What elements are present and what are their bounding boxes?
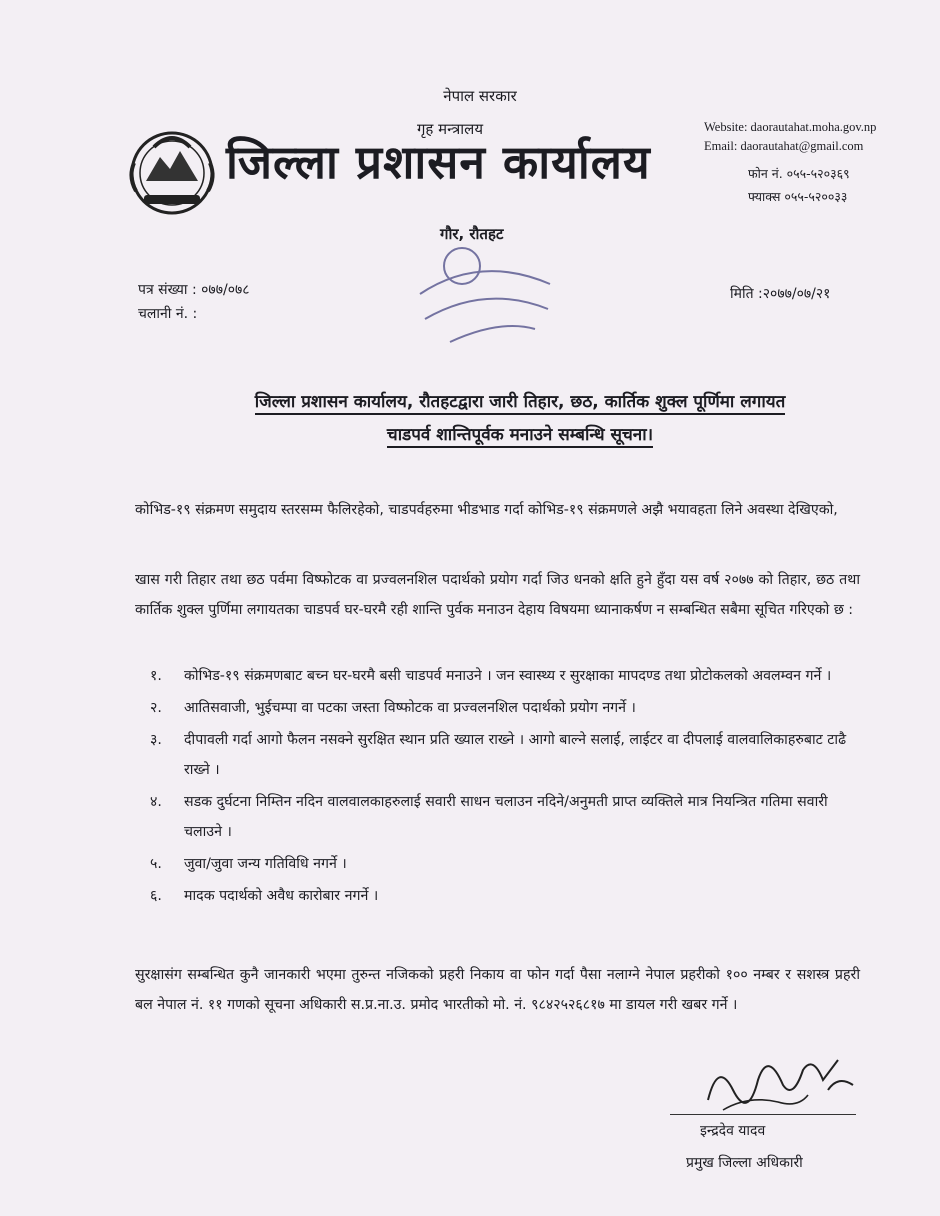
dispatch-number: चलानी नं. :: [138, 306, 198, 322]
nepal-emblem-icon: [124, 123, 220, 219]
list-item: १. कोभिड-१९ संक्रमणबाट बच्न घर-घरमै बसी चाडपर्व मनाउने । जन स्वास्थ्य र सुरक्षाका मापदण्ड तथा प्रोटोकलको अवलम्वन गर्ने ।: [150, 668, 832, 684]
notice-subject: [100, 386, 940, 452]
closing-paragraph: सुरक्षासंग सम्बन्धित कुनै जानकारी भएमा तुरुन्त नजिकको प्रहरी निकाय वा फोन गर्दा पैसा नलाग्ने नेपाल प्रहरीको १०० नम्बर र सशस्त्र प्रहरी बल नेपाल नं. ११ गणको सूचना अधिकारी स.प्र.ना.उ. प्रमोद भारतीको मो. नं. ९८४२५२६८१७ मा डायल गरी खबर गर्ने ।: [135, 967, 860, 1013]
office-location: गौर, रौतहट: [440, 225, 504, 243]
list-item: ३. दीपावली गर्दा आगो फैलन नसक्ने सुरक्षित स्थान प्रति ख्याल राख्ने । आगो बाल्ने सलाई, लाईटर वा दीपलाई वालवालिकाहरुबाट टाढै राख्ने ।: [150, 732, 847, 778]
website-text: Website: daorautahat.moha.gov.np: [704, 120, 877, 134]
list-item: २. आतिसवाजी, भुईचम्पा वा पटका जस्ता विष्फोटक वा प्रज्वलनशिल पदार्थको प्रयोग नगर्ने ।: [150, 700, 636, 716]
list-item: ५. जुवा/जुवा जन्य गतिविधि नगर्ने ।: [150, 856, 347, 872]
list-item: ४. सडक दुर्घटना निम्तिन नदिन वालवालकाहरुलाई सवारी साधन चलाउन नदिने/अनुमती प्राप्त व्यक्तिले मात्र नियन्त्रित गतिमा सवारी चलाउने ।: [150, 794, 828, 840]
fax-text: फ्याक्स ०५५-५२००३३: [748, 189, 848, 204]
paragraph-1: कोभिड-१९ संक्रमण समुदाय स्तरसम्म फैलिरहेको, चाडपर्वहरुमा भीडभाड गर्दा कोभिड-१९ संक्रमणले अझै भयावहता लिने अवस्था देखिएको,: [135, 502, 838, 518]
signature-icon: [688, 1040, 863, 1130]
signer-name: इन्द्रदेव यादव: [700, 1123, 766, 1139]
office-title: जिल्ला प्रशासन कार्यालय: [226, 135, 651, 189]
paragraph-2: खास गरी तिहार तथा छठ पर्वमा विष्फोटक वा प्रज्वलनशिल पदार्थको प्रयोग गर्दा जिउ धनको क्षति हुने हुँदा यस वर्ष २०७७ को तिहार, छठ तथा कार्तिक शुक्ल पुर्णिमा लगायतका चाडपर्व घर-घरमै रही शान्ति पुर्वक मनाउन देहाय विषयमा ध्यानाकर्षण न सम्बन्धित सबैमा सूचित गरिएको छ :: [135, 572, 860, 618]
letter-date: मिति :२०७७/०७/२१: [730, 286, 831, 302]
contact-block: [704, 118, 876, 156]
government-name: नेपाल सरकार: [443, 87, 517, 105]
phone-block: [748, 162, 850, 208]
subject-line-1: जिल्ला प्रशासन कार्यालय, रौतहटद्वारा जारी तिहार, छठ, कार्तिक शुक्ल पूर्णिमा लगायत: [255, 392, 786, 415]
letter-reference: [138, 278, 250, 326]
list-item: ६. मादक पदार्थको अवैध कारोबार नगर्ने ।: [150, 888, 379, 904]
signature-line: [670, 1114, 856, 1115]
email-text: Email: daorautahat@gmail.com: [704, 139, 864, 153]
phone-text: फोन नं. ०५५-५२०३६९: [748, 166, 850, 181]
letter-number: पत्र संख्या : ०७७/०७८: [138, 282, 250, 298]
instructions-list: [150, 661, 870, 913]
subject-line-2: चाडपर्व शान्तिपूर्वक मनाउने सम्बन्धि सूचना।: [387, 425, 653, 448]
ministry-name: गृह मन्त्रालय: [416, 120, 484, 138]
signer-designation: प्रमुख जिल्ला अधिकारी: [686, 1155, 803, 1171]
